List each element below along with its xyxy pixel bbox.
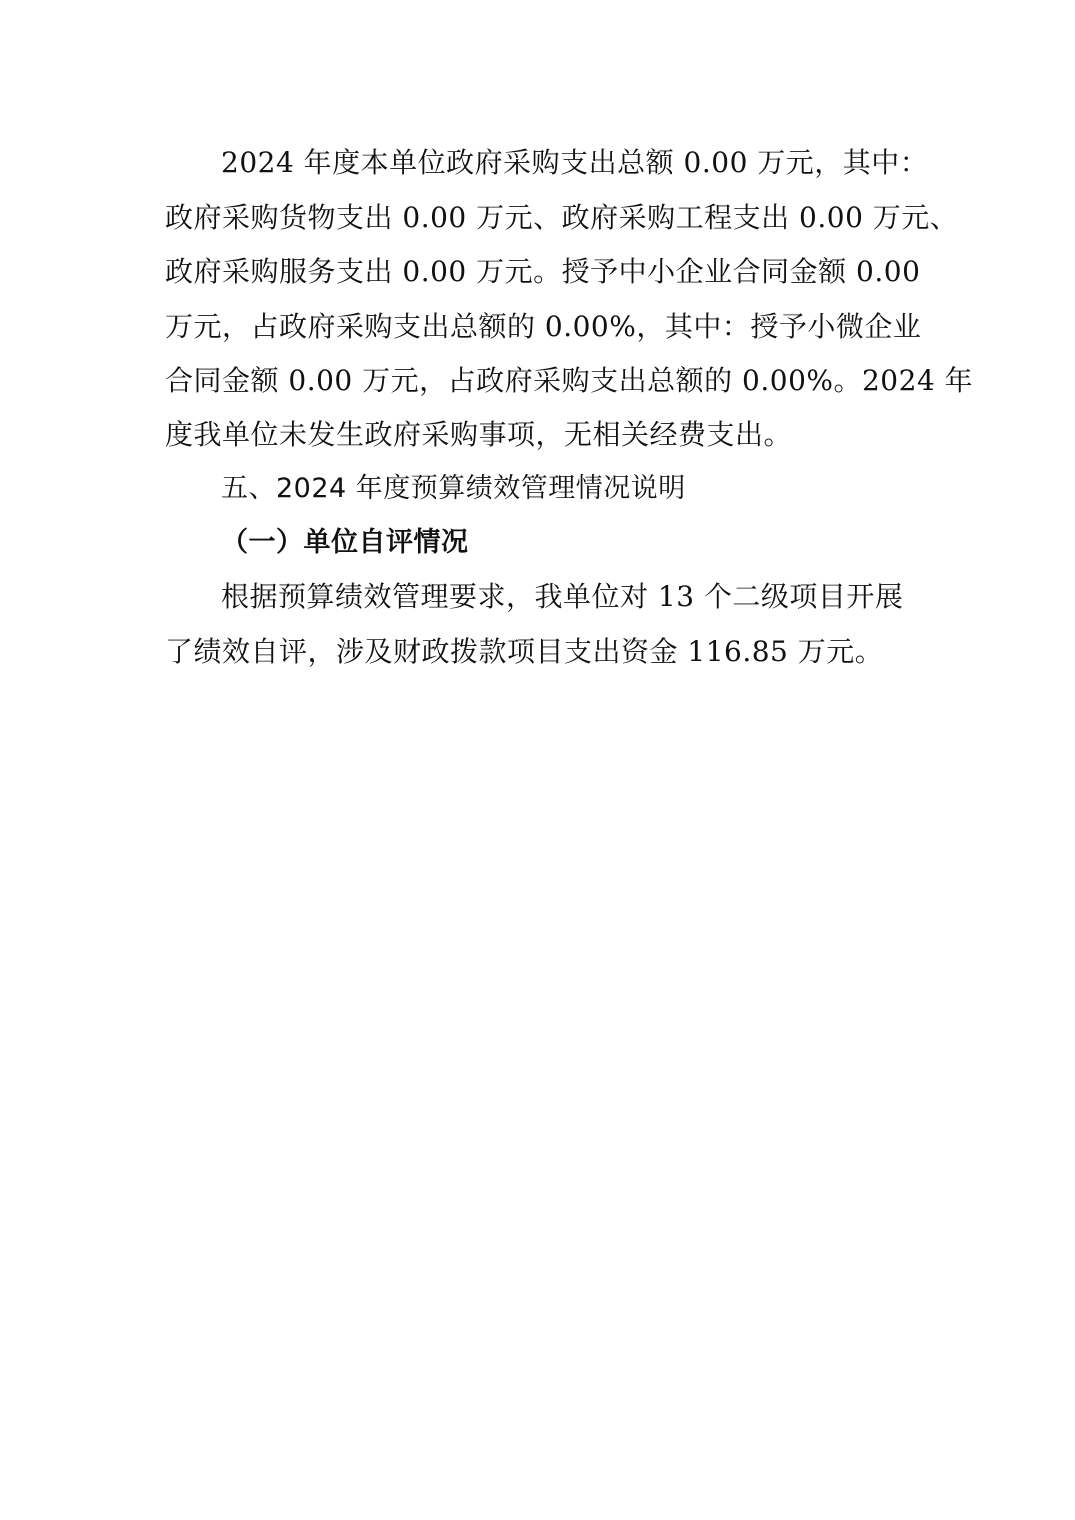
paragraph-line: 2024 年度本单位政府采购支出总额 0.00 万元，其中： bbox=[221, 146, 929, 179]
paragraph-line: 合同金额 0.00 万元，占政府采购支出总额的 0.00%。2024 年 bbox=[165, 364, 974, 397]
paragraph-line: 政府采购货物支出 0.00 万元、政府采购工程支出 0.00 万元、 bbox=[165, 201, 959, 234]
paragraph-line: 了绩效自评，涉及财政拨款项目支出资金 116.85 万元。 bbox=[165, 635, 884, 668]
section-heading: 五、2024 年度预算绩效管理情况说明 bbox=[221, 473, 686, 504]
paragraph-line: 万元，占政府采购支出总额的 0.00%，其中：授予小微企业 bbox=[165, 310, 922, 343]
paragraph-line: 政府采购服务支出 0.00 万元。授予中小企业合同金额 0.00 bbox=[165, 255, 921, 288]
paragraph-line: 度我单位未发生政府采购事项，无相关经费支出。 bbox=[165, 418, 793, 451]
subsection-heading: （一）单位自评情况 bbox=[221, 527, 469, 558]
paragraph-line: 根据预算绩效管理要求，我单位对 13 个二级项目开展 bbox=[221, 580, 904, 613]
